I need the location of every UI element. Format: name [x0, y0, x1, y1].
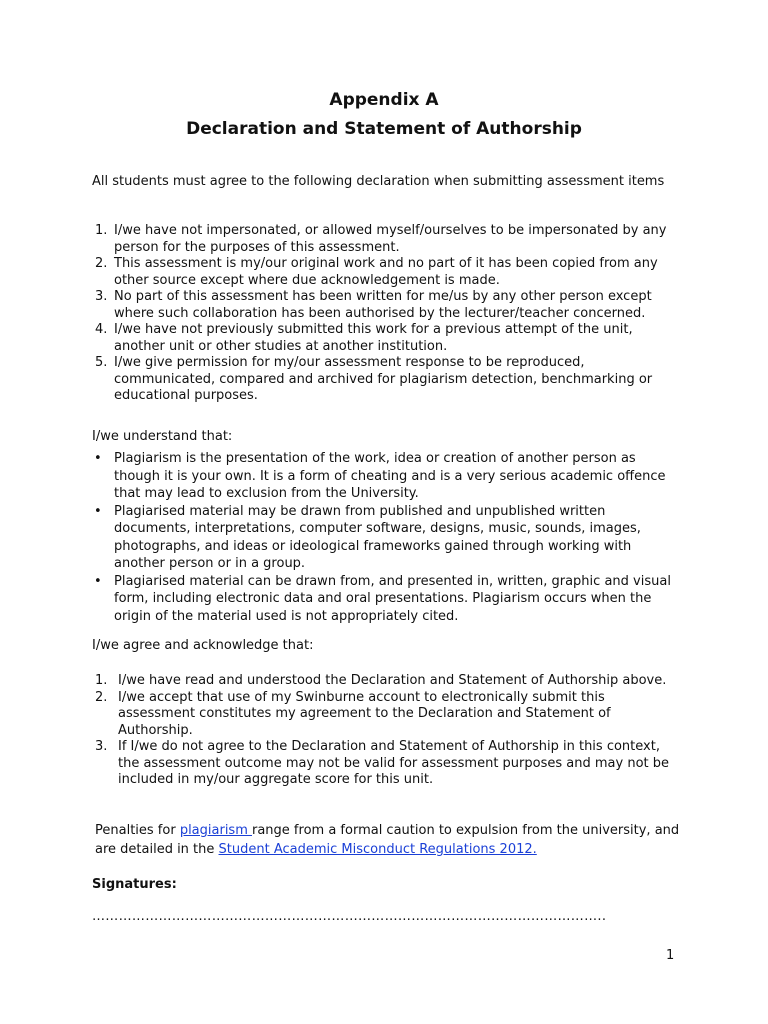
- item-number: 2.: [95, 256, 108, 271]
- list-item: [92, 355, 682, 405]
- bullet-icon: •: [94, 503, 102, 519]
- item-number: 3.: [95, 289, 108, 304]
- list-item: [92, 573, 682, 626]
- item-text: I/we have not impersonated, or allowed myself/ourselves to be impersonated by any person for the purposes of this assessment.: [114, 223, 667, 255]
- item-text: Plagiarised material can be drawn from, and presented in, written, graphic and visual form, including electronic data and oral presentations. Plagiarism occurs when the origin of the material used is not appropriately cited.: [114, 573, 671, 624]
- penalties-paragraph: [95, 821, 685, 859]
- item-text: Plagiarism is the presentation of the work, idea or creation of another person as though it is your own. It is a form of cheating and is a very serious academic offence that may lead to exclusion from the University.: [114, 451, 666, 501]
- item-number: 3.: [95, 739, 108, 754]
- item-text: I/we have read and understood the Declaration and Statement of Authorship above.: [118, 673, 667, 688]
- plagiarism-link[interactable]: plagiarism: [179, 823, 252, 838]
- signature-line: ……………………………………………………………………………………………………..: [92, 909, 607, 924]
- item-text: No part of this assessment has been written for me/us by any other person except where such collaboration has been authorised by the lecturer/teacher concerned.: [114, 289, 652, 321]
- bullet-icon: •: [94, 451, 102, 466]
- penalties-text-start: Penalties for: [95, 823, 180, 838]
- list-item: [92, 289, 682, 322]
- list-item: [92, 690, 682, 740]
- list-item: [92, 503, 682, 573]
- item-text: This assessment is my/our original work and no part of it has been copied from any other source except where due acknowledgement is made.: [114, 256, 658, 288]
- page-title: Appendix A: [329, 90, 439, 110]
- item-text: Plagiarised material may be drawn from published and unpublished written documents, interpretations, computer software, designs, music, sounds, images, photographs, and ideas or ideological frameworks gained through working with another person or in a group.: [114, 503, 641, 571]
- list-item: [92, 322, 682, 355]
- list-item: [92, 673, 682, 690]
- item-text: I/we give permission for my/our assessment response to be reproduced, communicated, compared and archived for plagiarism detection, benchmarking or educational purposes.: [114, 355, 653, 403]
- list-item: [92, 450, 682, 503]
- list-item: [92, 223, 682, 256]
- intro-paragraph: All students must agree to the following declaration when submitting assessment items: [92, 174, 665, 189]
- item-number: 2.: [95, 689, 108, 705]
- penalties-text-middle: range from a formal caution to expulsion from the university, and are detailed in the: [95, 823, 680, 857]
- list-item: [92, 256, 682, 289]
- signatures-label: Signatures:: [92, 877, 177, 892]
- understand-heading: I/we understand that:: [92, 429, 233, 444]
- misconduct-regulations-link[interactable]: Student Academic Misconduct Regulations 2012.: [218, 842, 537, 857]
- page-subtitle: Declaration and Statement of Authorship: [186, 119, 582, 139]
- bullet-icon: •: [94, 573, 102, 589]
- agree-heading: I/we agree and acknowledge that:: [92, 638, 314, 653]
- item-number: 1.: [95, 223, 108, 238]
- page-number: 1: [666, 948, 675, 963]
- agree-list: [92, 673, 682, 789]
- list-item: [92, 739, 682, 789]
- declaration-list: [92, 223, 682, 405]
- item-number: 5.: [95, 355, 108, 370]
- item-text: I/we have not previously submitted this work for a previous attempt of the unit, another unit or other studies at another institution.: [114, 322, 633, 354]
- understand-list: [92, 450, 682, 625]
- item-text: If I/we do not agree to the Declaration and Statement of Authorship in this context, the assessment outcome may not be valid for assessment purposes and may not be included in my/our aggregate score for this unit.: [118, 739, 669, 787]
- item-number: 1.: [95, 673, 108, 688]
- item-number: 4.: [95, 322, 108, 337]
- item-text: I/we accept that use of my Swinburne account to electronically submit this assessment constitutes my agreement to the Declaration and Statement of Authorship.: [118, 689, 611, 738]
